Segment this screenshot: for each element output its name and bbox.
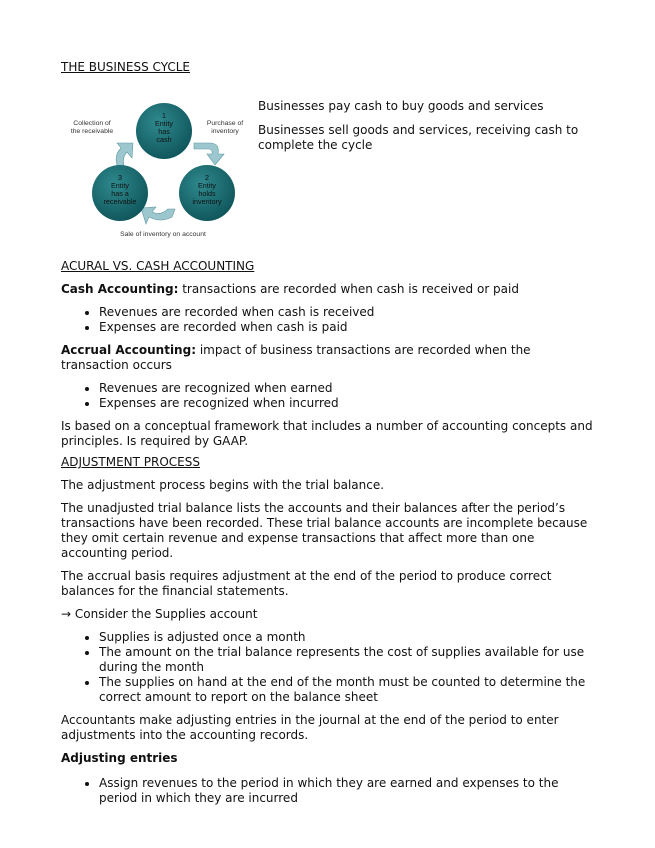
label-purchase-line2: inventory <box>211 128 239 135</box>
node1-line3: has <box>158 127 170 136</box>
accrual-accounting-definition <box>61 343 597 373</box>
list-item: • Revenues are recognized when earned <box>99 381 597 396</box>
adjustment-p1: The adjustment process begins with the trial balance. <box>61 478 385 492</box>
node3-line4: receivable <box>103 197 137 206</box>
adjusting-entries-heading: Adjusting entries <box>61 751 178 765</box>
arrow-bottom-icon <box>141 207 175 224</box>
cash-bullets <box>61 305 597 335</box>
list-item: • The amount on the trial balance represents the cost of supplies available for use during the month <box>99 645 597 675</box>
accrual-accounting-label: Accrual Accounting: <box>61 343 196 357</box>
node1-line2: Entity <box>155 119 173 128</box>
adjustment-heading: ADJUSTMENT PROCESS <box>61 455 200 469</box>
document-page <box>61 60 597 806</box>
cash-accounting-text: transactions are recorded when cash is received or paid <box>178 282 519 296</box>
label-sale: Sale of inventory on account <box>120 231 206 238</box>
arrow-top-right-icon <box>194 143 224 165</box>
arrow-left-icon <box>116 143 133 166</box>
accrual-accounting-text: impact of business transactions are recorded when the transaction occurs <box>61 343 531 372</box>
business-cycle-heading: THE BUSINESS CYCLE <box>61 60 191 74</box>
adjustment-p3: The accrual basis requires adjustment at the end of the period to produce correct balances for the financial statements. <box>61 569 552 598</box>
framework-paragraph: Is based on a conceptual framework that includes a number of accounting concepts and principles. Is required by GAAP. <box>61 419 593 448</box>
label-collection-line2: the receivable <box>70 128 114 135</box>
entries-bullets <box>61 776 597 806</box>
node2-line3: holds <box>198 189 216 198</box>
label-collection-line1: Collection of <box>73 120 111 127</box>
node3-line2: Entity <box>111 181 129 190</box>
node2-line1: 2 <box>205 173 209 182</box>
business-cycle-text <box>258 99 597 153</box>
intro-text-2: Businesses sell goods and services, receiving cash to complete the cycle <box>258 123 579 152</box>
node1-line1: 1 <box>162 111 166 120</box>
list-item: • The supplies on hand at the end of the month must be counted to determine the correct amount to report on the balance sheet <box>99 675 597 705</box>
list-item: • Assign revenues to the period in which they are earned and expenses to the period in which they are incurred <box>99 776 597 806</box>
business-cycle-intro <box>61 81 597 241</box>
adjustment-p5: Accountants make adjusting entries in the journal at the end of the period to enter adjustments into the accounting records. <box>61 713 559 742</box>
accrual-bullets <box>61 381 597 411</box>
list-item: • Expenses are recognized when incurred <box>99 396 597 411</box>
adjustment-p4: → Consider the Supplies account <box>61 607 258 621</box>
adjustment-p2: The unadjusted trial balance lists the accounts and their balances after the period’s transactions have been recorded. These trial balance accounts are incomplete because they omit certain revenue and expense transactions that affect more than one accounting period. <box>61 501 588 560</box>
list-item: • Expenses are recorded when cash is paid <box>99 320 597 335</box>
accrual-cash-heading: ACURAL VS. CASH ACCOUNTING <box>61 259 255 273</box>
node3-line1: 3 <box>118 173 122 182</box>
node3-line3: has a <box>111 189 129 198</box>
intro-text-1: Businesses pay cash to buy goods and services <box>258 99 544 113</box>
supplies-bullets <box>61 630 597 705</box>
cash-accounting-label: Cash Accounting: <box>61 282 179 296</box>
node2-line4: inventory <box>192 197 222 206</box>
label-purchase-line1: Purchase of <box>206 120 244 127</box>
node1-line4: cash <box>156 135 172 144</box>
business-cycle-diagram <box>61 81 253 241</box>
node2-line2: Entity <box>198 181 216 190</box>
list-item: • Supplies is adjusted once a month <box>99 630 597 645</box>
list-item: • Revenues are recorded when cash is received <box>99 305 597 320</box>
cash-accounting-definition <box>61 282 597 297</box>
